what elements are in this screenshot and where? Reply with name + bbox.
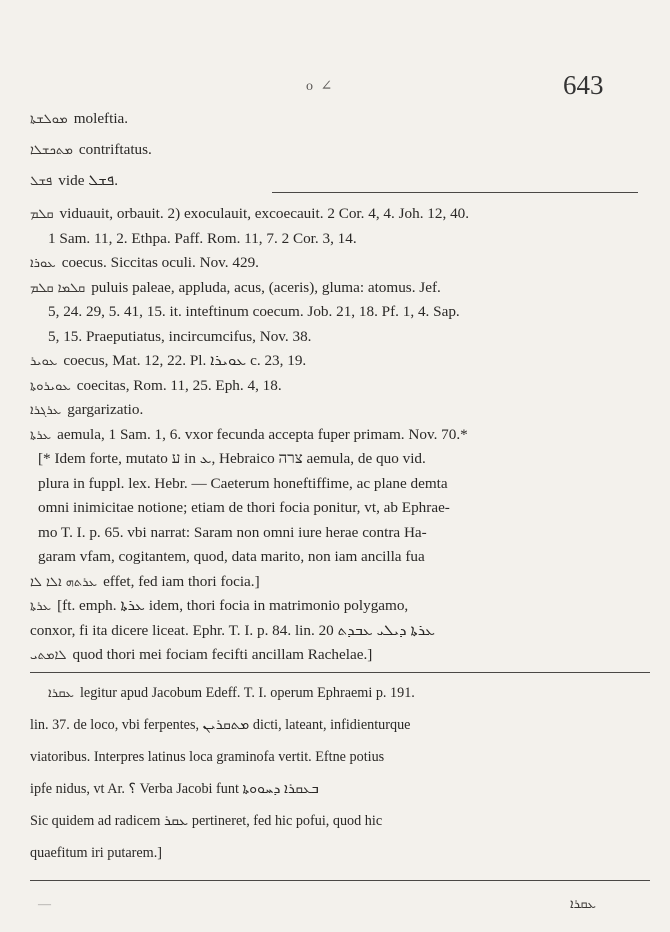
main-lines-line (30, 497, 650, 519)
main-lines-line (30, 228, 650, 250)
syriac-word: ܠܐܡܬܝ (30, 648, 67, 663)
main-lines-line (30, 473, 650, 495)
main-lines-line (30, 620, 650, 642)
line-text: ipfe nidus, vt Ar. ؟ Verba Jacobi funt ܒܥܩܪܐ ܕܚܘܘܬܐ (30, 781, 319, 797)
main-lines-line (30, 424, 650, 447)
main-lines-line (30, 350, 650, 373)
syriac-word: ܥܪܓܪܐ (30, 403, 62, 418)
line-text: 5, 15. Praeputiatus, incircumcifus, Nov. 38. (48, 327, 312, 345)
line-text: effet, fed iam thori focia.] (103, 572, 260, 590)
syriac-word: ܥܘܪܐ (30, 256, 56, 271)
line-text: quaefitum iri putarem.] (30, 845, 162, 861)
main-lines-line (30, 375, 650, 398)
main-lines-line (30, 448, 650, 470)
line-text: 1 Sam. 11, 2. Ethpa. Paff. Rom. 11, 7. 2 Cor. 3, 14. (48, 229, 357, 247)
line-text: Sic quidem ad radicem ܥܩܪ pertineret, fed hic pofui, quod hic (30, 813, 383, 829)
syriac-word: ܡܬܟܫܠܐ (30, 143, 73, 158)
syriac-word: ܥܘܝܪܘܬܐ (30, 378, 71, 394)
syriac-word: ܥܪܬܗ ܐܠܐ ܠܐ (30, 574, 98, 590)
main-lines-line (30, 595, 650, 618)
main-lines-line (30, 326, 650, 348)
syriac-word: ܥܘܝܪ (30, 354, 58, 369)
note-lines-line (30, 747, 650, 768)
syriac-word: ܥܩܪܐ (48, 686, 74, 701)
rule-bottom (30, 880, 650, 881)
line-text: coecus. Siccitas oculi. Nov. 429. (61, 254, 259, 271)
line-text: omni inimicitae notione; etiam de thori focia ponitur, vt, ab Ephrae- (38, 499, 450, 516)
line-text: [ft. emph. ܥܪܬܐ idem, thori focia in matrimonio polygamo, (57, 597, 409, 614)
note-lines-line (30, 683, 650, 704)
syriac-word: ܡܘܠܫܬܐ (30, 112, 68, 127)
note-lines-line (30, 843, 650, 864)
line-text: puluis paleae, appluda, acus, (aceris), gluma: atomus. Jef. (91, 278, 441, 296)
line-text: mo T. I. p. 65. vbi narrat: Saram non omni iure herae contra Ha- (38, 523, 427, 541)
main-lines-line (30, 571, 650, 594)
note-lines-line (30, 779, 650, 800)
rule-note (30, 672, 650, 673)
line-text: quod thori mei fociam fecifti ancillam Rachelae.] (72, 646, 373, 663)
note-lines-line (30, 715, 650, 736)
line-text: moleftia. (73, 110, 129, 127)
top-entries-line (30, 170, 650, 193)
main-lines-line (30, 644, 650, 667)
main-lines-line (30, 522, 650, 544)
line-text: vide ܦܫܠ. (58, 172, 119, 189)
rule-top (272, 192, 638, 193)
page-number: 643 (563, 70, 604, 100)
line-text: aemula, 1 Sam. 1, 6. vxor fecunda accepta fuper primam. Nov. 70.* (57, 425, 468, 443)
note-lines-line (30, 811, 650, 832)
footer-catchword: ܥܩܪܐ (570, 897, 596, 912)
line-text: lin. 37. de loco, vbi ferpentes, ܡܬܩܪܝܢ dicti, lateant, infidienturque (30, 717, 411, 733)
line-text: coecus, Mat. 12, 22. Pl. ܥܘܝܪܐ c. 23, 19. (63, 352, 307, 369)
syriac-word: ܦܫܠ (30, 174, 53, 189)
main-lines-line (30, 203, 650, 226)
top-entries-line (30, 108, 650, 131)
main-lines-line (30, 277, 650, 300)
footer-dash: — (38, 896, 51, 911)
line-text: plura in fuppl. lex. Hebr. — Caeterum honeftiffime, ac plane demta (38, 474, 448, 492)
line-text: legitur apud Jacobum Edeff. T. I. operum Ephraemi p. 191. (79, 685, 415, 701)
header-mark: ο ∠ (306, 79, 335, 94)
syriac-word: ܩܠܡ (30, 207, 54, 222)
line-text: conxor, fi ita dicere liceat. Ephr. T. I. p. 84. lin. 20 ܥܪܬܐ ܕܝܠܝ ܥܒܕܬ (30, 621, 436, 639)
syriac-word: ܥܪܬܐ (30, 427, 52, 443)
main-lines-line (30, 252, 650, 275)
line-text: gargarizatio. (67, 401, 144, 418)
syriac-word: ܥܪܬܐ (30, 599, 52, 614)
top-entries-line (30, 139, 650, 162)
main-lines-line (30, 399, 650, 422)
line-text: viatoribus. Interpres latinus loca graminofa vertit. Eftne potius (30, 749, 385, 765)
line-text: [* Idem forte, mutato ע in ܥ, Hebraico צרה aemula, de quo vid. (38, 450, 426, 467)
main-lines-line (30, 301, 650, 323)
syriac-word: ܩܠܡܐ ܩܠܡ (30, 280, 86, 296)
line-text: 5, 24. 29, 5. 41, 15. it. inteftinum coecum. Job. 21, 18. Pf. 1, 4. Sap. (48, 303, 460, 320)
line-text: garam vfam, cogitantem, quod, data marito, non iam ancilla fua (38, 548, 425, 565)
line-text: viduauit, orbauit. 2) exoculauit, excoecauit. 2 Cor. 4, 4. Joh. 12, 40. (59, 205, 470, 222)
line-text: coecitas, Rom. 11, 25. Eph. 4, 18. (76, 376, 282, 394)
main-lines-line (30, 546, 650, 568)
line-text: contriftatus. (78, 141, 152, 158)
